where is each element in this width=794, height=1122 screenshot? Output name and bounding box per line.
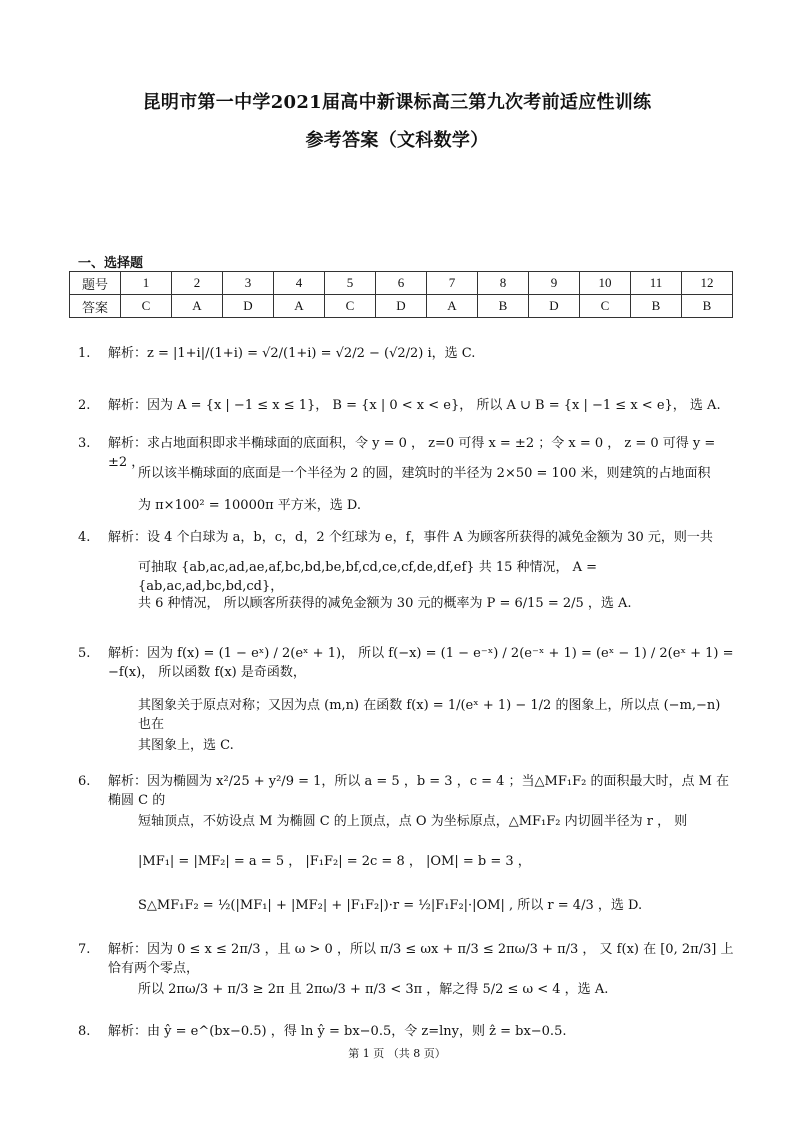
answer-cell: B [631, 295, 682, 318]
item-number: 8. [78, 1024, 91, 1039]
answer-cell: D [223, 295, 274, 318]
answer-table [69, 271, 733, 318]
question-number: 5 [325, 272, 376, 295]
question-number: 4 [274, 272, 325, 295]
item-line: 所以该半椭球面的底面是一个半径为 2 的圆，建筑时的半径为 2×50 = 100 米，则建筑的占地面积 [138, 466, 711, 481]
answer-cell: B [478, 295, 529, 318]
answer-cell: A [274, 295, 325, 318]
question-number: 11 [631, 272, 682, 295]
item-line: 短轴顶点，不妨设点 M 为椭圆 C 的上顶点，点 O 为坐标原点，△MF₁F₂ 内切圆半径为 r ， 则 [138, 814, 688, 829]
question-number: 10 [580, 272, 631, 295]
section-heading-choice: 一、选择题 [78, 256, 144, 271]
page-footer: 第 1 页 （共 8 页） [348, 1047, 446, 1060]
item-line: 解析：因为椭圆为 x²/25 + y²/9 = 1，所以 a = 5 ，b = 3 ，c = 4 ；当△MF₁F₂ 的面积最大时，点 M 在椭圆 C 的 [108, 774, 730, 808]
item-line: 其图象关于原点对称；又因为点 (m,n) 在函数 f(x) = 1/(eˣ + 1) − 1/2 的图象上，所以点 (−m,−n) 也在 [138, 698, 721, 732]
question-number: 7 [427, 272, 478, 295]
item-line: 可抽取 {ab,ac,ad,ae,af,bc,bd,be,bf,cd,ce,cf,de,df,ef} 共 15 种情况， A = {ab,ac,ad,bc,bd,cd}， [138, 560, 598, 594]
answer-table-answer-row [70, 295, 733, 318]
question-number: 1 [121, 272, 172, 295]
question-number: 8 [478, 272, 529, 295]
item-line: 其图象上，选 C. [138, 738, 234, 753]
item-number: 3. [78, 436, 91, 451]
item-line: S△MF₁F₂ = ½(|MF₁| + |MF₂| + |F₁F₂|)·r = ½|F₁F₂|·|OM| , 所以 r = 4/3 ，选 D. [138, 898, 643, 913]
item-line: 解析：由 ŷ = e^(bx−0.5) ，得 ln ŷ = bx−0.5，令 z=lny，则 ẑ = bx−0.5. [108, 1024, 567, 1039]
question-number: 9 [529, 272, 580, 295]
item-line: 解析：因为 A = {x | −1 ≤ x ≤ 1}， B = {x | 0 < x < e}， 所以 A ∪ B = {x | −1 ≤ x < e}， 选 A. [108, 398, 721, 413]
item-line: 解析：求占地面积即求半椭球面的底面积，令 y = 0 ， z=0 可得 x = ±2 ；令 x = 0 ， z = 0 可得 y = ±2 ， [108, 436, 716, 470]
answer-cell: C [325, 295, 376, 318]
answer-cell: A [427, 295, 478, 318]
item-number: 5. [78, 646, 91, 661]
item-line: 解析：因为 f(x) = (1 − eˣ) / 2(eˣ + 1)， 所以 f(−x) = (1 − e⁻ˣ) / 2(e⁻ˣ + 1) = (eˣ − 1) / 2(eˣ + 1) = −f(x)， 所以函数 f(x) 是奇函数， [108, 646, 734, 680]
table-answer-label: 答案 [70, 295, 121, 318]
answer-cell: C [121, 295, 172, 318]
item-line: 所以 2πω/3 + π/3 ≥ 2π 且 2πω/3 + π/3 < 3π ，解之得 5/2 ≤ ω < 4 ，选 A. [138, 982, 609, 997]
question-number: 12 [682, 272, 733, 295]
item-line: 解析：因为 0 ≤ x ≤ 2π/3 ，且 ω > 0 ，所以 π/3 ≤ ωx + π/3 ≤ 2πω/3 + π/3 ， 又 f(x) 在 [0, 2π/3] 上恰有两个零点， [108, 942, 734, 976]
item-line: 共 6 种情况， 所以顾客所获得的减免金额为 30 元的概率为 P = 6/15 = 2/5 ，选 A. [138, 596, 632, 611]
answer-cell: D [529, 295, 580, 318]
answer-cell: C [580, 295, 631, 318]
item-number: 4. [78, 530, 91, 545]
document-title: 昆明市第一中学2021届高中新课标高三第九次考前适应性训练 [142, 92, 652, 113]
item-number: 1. [78, 346, 91, 361]
item-line: 解析：设 4 个白球为 a，b，c，d，2 个红球为 e，f，事件 A 为顾客所获得的减免金额为 30 元，则一共 [108, 530, 713, 545]
table-header-label: 题号 [70, 272, 121, 295]
item-number: 2. [78, 398, 91, 413]
item-line: |MF₁| = |MF₂| = a = 5 ， |F₁F₂| = 2c = 8 ， |OM| = b = 3 ， [138, 854, 531, 869]
item-number: 6. [78, 774, 91, 789]
question-number: 6 [376, 272, 427, 295]
item-number: 7. [78, 942, 91, 957]
answer-table-header-row [70, 272, 733, 295]
question-number: 2 [172, 272, 223, 295]
question-number: 3 [223, 272, 274, 295]
document-subtitle: 参考答案（文科数学） [305, 130, 489, 151]
answer-cell: B [682, 295, 733, 318]
answer-cell: A [172, 295, 223, 318]
item-line: 为 π×100² = 10000π 平方米，选 D. [138, 498, 362, 513]
answer-cell: D [376, 295, 427, 318]
item-line: 解析：z = |1+i|/(1+i) = √2/(1+i) = √2/2 − (√2/2) i，选 C. [108, 346, 476, 361]
